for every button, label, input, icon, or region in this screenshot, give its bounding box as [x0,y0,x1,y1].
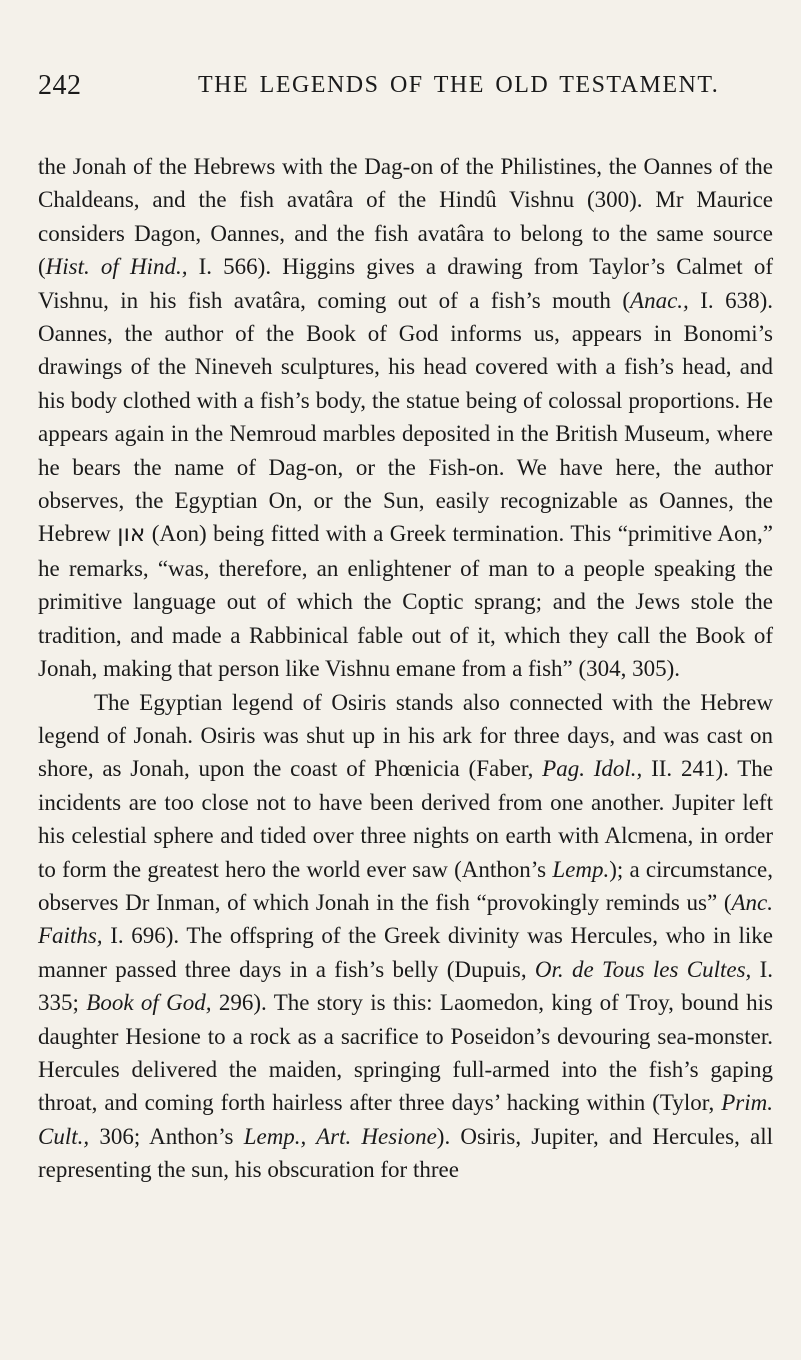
paragraph [38,150,773,686]
citation-italic: Lemp., Art. Hesione [243,1123,437,1149]
citation-italic: Anac., [630,287,689,313]
paragraph [38,686,773,1187]
citation-italic: Prim. Cult., [38,1090,773,1149]
hebrew-word: און [117,521,146,548]
citation-italic: Or. de Tous les Cultes, [534,956,752,982]
text-run: ). Osiris, Jupiter, and Hercules, all representing the sun, his obscuration for three [38,1123,774,1183]
text-run: 296). The story is this: Laomedon, king of Troy, bound his daughter Hesione to a rock as a sacrifice to Poseidon’s devouring sea-monster. Hercules delivered the maiden, springing full-armed into the fish’s gaping throat, and coming forth hairless after three days’ hacking within (Tylor, [38,990,774,1116]
citation-italic: Pag. Idol., [542,756,643,782]
text-run: 306; Anthon’s [89,1123,244,1149]
citation-italic: Book of God, [86,990,212,1016]
citation-italic: Lemp. [552,856,610,882]
text-run: II. 241). The incidents are too close not to have been derived from one another. Jupiter left his celestial sphere and tided over three nights on earth with Alcmena, in order to form the greatest hero the world ever saw (Anthon’s [38,756,773,882]
text-run: I. 335; [38,956,773,1016]
page-header [38,70,773,110]
text-run: I. 566). Higgins gives a drawing from Taylor’s Calmet of Vishnu, in his fish avatâra, coming out of a fish’s mouth ( [38,254,773,313]
body-text [38,150,773,1187]
citation-italic: Hist. of Hind., [45,254,188,280]
text-run: ); a circumstance, observes Dr Inman, of which Jonah in the fish “provokingly reminds us” ( [38,856,773,915]
text-run: The Egyptian legend of Osiris stands also connected with the Hebrew legend of Jonah. Osiris was shut up in his ark for three days, and was cast on shore, as Jonah, upon the coast of Phœnicia (Faber, [38,689,773,782]
running-title: THE LEGENDS OF THE OLD TESTAMENT. [198,72,720,98]
text-run: I. 638). Oannes, the author of the Book of God informs us, appears in Bonomi’s drawings of the Nineveh sculptures, his head covered with a fish’s head, and his body clothed with a fish’s body, the statue being of colossal proportions. He appears again in the Nemroud marbles deposited in the British Museum, where he bears the name of Dag-on, or the Fish-on. We have here, the author observes, the Egyptian On, or the Sun, easily recognizable as Oannes, the Hebrew [38,287,773,547]
text-run: I. 696). The offspring of the Greek divinity was Hercules, who in like manner passed three days in a fish’s belly (Dupuis, [38,923,773,982]
text-run: (Aon) being fitted with a Greek termination. This “primitive Aon,” he remarks, “was, therefore, an enlightener of man to a people speaking the primitive language out of which the Coptic sprang; and the Jews stole the tradition, and made a Rabbinical fable out of it, which they call the Book of Jonah, making that person like Vishnu emane from a fish” (304, 305). [38,521,774,682]
text-run: the Jonah of the Hebrews with the Dag-on of the Philistines, the Oannes of the Chaldeans, and the fish avatâra of the Hindû Vishnu (300). Mr Maurice considers Dagon, Oannes, and the fish avatâra to belong to the same source ( [38,154,773,280]
citation-italic: Anc. Faiths, [38,889,773,949]
page-number: 242 [38,70,82,101]
